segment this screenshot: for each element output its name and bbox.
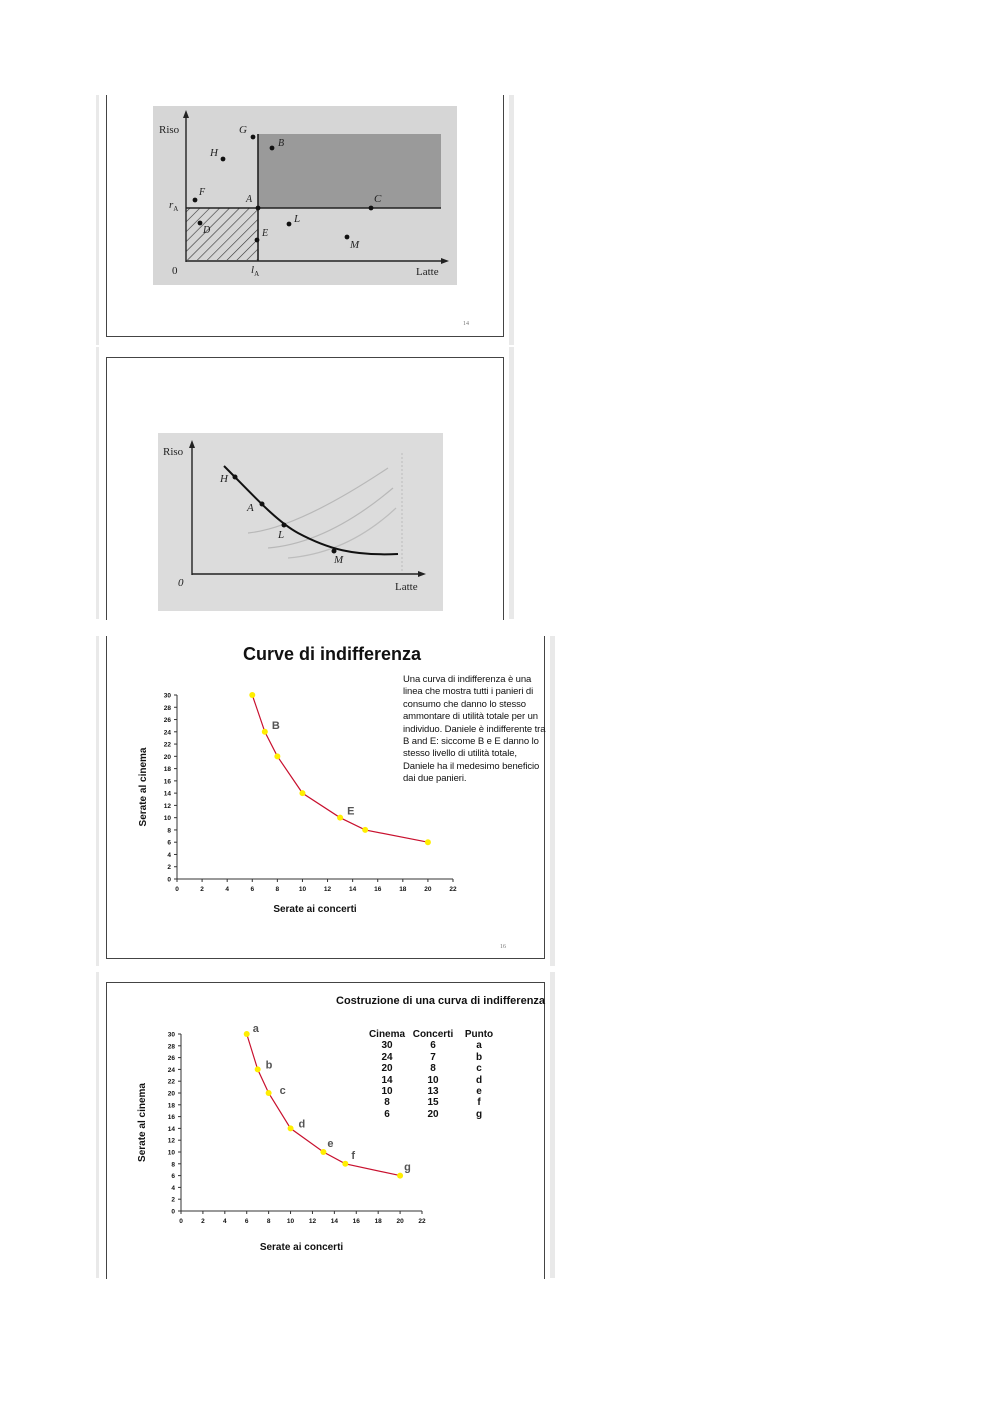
x-tick-label: 8 bbox=[275, 886, 280, 893]
y-tick-label: 12 bbox=[163, 802, 171, 810]
y-tick-label: 24 bbox=[167, 1066, 175, 1074]
table-cell: g bbox=[475, 1108, 483, 1120]
point-h-label: H bbox=[210, 147, 218, 159]
y-tick-label: 18 bbox=[167, 1102, 175, 1110]
worse-region bbox=[186, 208, 258, 260]
point-c bbox=[369, 206, 374, 211]
point-label-e: e bbox=[327, 1138, 334, 1150]
indifference-construction-chart bbox=[96, 972, 555, 1278]
y-tick-label: 8 bbox=[171, 1161, 175, 1169]
x-axis-label: Latte bbox=[395, 581, 418, 593]
point-a-label: A bbox=[246, 194, 253, 205]
x-tick-label: 14 bbox=[330, 1218, 338, 1225]
x-tick-label: 22 bbox=[449, 886, 457, 893]
table-cell: 6 bbox=[384, 1108, 390, 1120]
point-label-f: f bbox=[351, 1149, 355, 1162]
point-d-label: D bbox=[203, 225, 211, 236]
x-tick-label: 4 bbox=[225, 886, 229, 893]
y-axis-title: Serate al cinema bbox=[137, 1083, 148, 1162]
point-label-g: g bbox=[404, 1161, 411, 1174]
data-point bbox=[266, 1090, 272, 1096]
y-tick-label: 16 bbox=[163, 778, 171, 786]
y-tick-label: 2 bbox=[167, 864, 171, 872]
x-tick-label: 10 bbox=[286, 1218, 295, 1225]
x-tick-label: 18 bbox=[374, 1218, 382, 1225]
data-point bbox=[342, 1161, 348, 1167]
l-a-label: $l_A$ bbox=[251, 264, 260, 279]
point-h bbox=[221, 157, 226, 162]
data-point bbox=[362, 827, 368, 833]
table-cell: e bbox=[476, 1086, 482, 1098]
point-label-b: b bbox=[265, 1059, 273, 1072]
x-axis-title: Serate ai concerti bbox=[273, 904, 357, 915]
y-tick-label: 22 bbox=[167, 1078, 175, 1086]
y-tick-label: 24 bbox=[163, 729, 171, 737]
point-m-label: M bbox=[350, 239, 360, 251]
x-tick-label: 18 bbox=[399, 886, 407, 893]
data-point bbox=[320, 1149, 326, 1155]
origin-label: 0 bbox=[178, 577, 184, 589]
point-g bbox=[251, 135, 256, 140]
data-point bbox=[274, 753, 280, 759]
curve-point-h bbox=[233, 475, 238, 480]
table-cell: f bbox=[477, 1097, 481, 1109]
x-tick-label: 0 bbox=[179, 1218, 183, 1225]
table-cell: 15 bbox=[427, 1097, 439, 1109]
slide-4 bbox=[96, 972, 555, 1278]
data-point bbox=[425, 839, 431, 845]
y-tick-label: 4 bbox=[167, 851, 171, 859]
curve-point-l bbox=[282, 523, 287, 528]
y-tick-label: 6 bbox=[167, 839, 171, 847]
y-tick-label: 26 bbox=[163, 717, 171, 725]
x-tick-label: 16 bbox=[374, 886, 382, 893]
table-cell: c bbox=[476, 1063, 482, 1075]
rice-milk-graph-photo bbox=[153, 106, 457, 285]
y-tick-label: 22 bbox=[163, 741, 171, 749]
curve-point-h-label: H bbox=[220, 473, 228, 485]
y-tick-label: 20 bbox=[163, 753, 171, 761]
curve-point-a bbox=[260, 502, 265, 507]
point-label-e: E bbox=[347, 805, 355, 818]
slide-1-edge-right bbox=[509, 95, 514, 345]
slide-1-edge bbox=[96, 95, 99, 345]
y-tick-label: 18 bbox=[163, 766, 171, 774]
x-tick-label: 20 bbox=[396, 1218, 404, 1225]
x-tick-label: 12 bbox=[323, 886, 332, 893]
curve-point-l-label: L bbox=[278, 529, 285, 541]
point-g-label: G bbox=[239, 124, 247, 136]
slide-1-page-number: 14 bbox=[463, 321, 469, 327]
data-point bbox=[397, 1173, 403, 1179]
x-tick-label: 12 bbox=[308, 1218, 317, 1225]
y-tick-label: 30 bbox=[167, 1031, 175, 1039]
y-tick-label: 14 bbox=[167, 1125, 175, 1133]
data-point bbox=[288, 1125, 294, 1131]
table-cell: b bbox=[475, 1051, 483, 1063]
data-point bbox=[244, 1031, 250, 1037]
x-tick-label: 14 bbox=[349, 886, 357, 893]
table-cell: 14 bbox=[381, 1074, 393, 1086]
table-cell: 8 bbox=[430, 1063, 436, 1075]
y-tick-label: 30 bbox=[163, 692, 171, 700]
y-tick-label: 14 bbox=[163, 790, 171, 798]
x-tick-label: 4 bbox=[223, 1218, 227, 1225]
point-l-label: L bbox=[294, 213, 301, 225]
x-tick-label: 10 bbox=[298, 886, 307, 893]
x-tick-label: 2 bbox=[201, 1218, 205, 1225]
table-cell: 10 bbox=[381, 1086, 393, 1098]
y-tick-label: 0 bbox=[167, 876, 171, 884]
r-a-label: $r_A$ bbox=[169, 199, 179, 214]
point-e bbox=[255, 238, 260, 243]
y-tick-label: 10 bbox=[167, 1149, 175, 1157]
x-tick-label: 8 bbox=[266, 1218, 271, 1225]
better-region bbox=[258, 134, 441, 208]
x-tick-label: 2 bbox=[200, 886, 204, 893]
data-point bbox=[255, 1066, 261, 1072]
slide-3 bbox=[96, 636, 555, 966]
table-cell: 6 bbox=[430, 1040, 436, 1052]
data-point bbox=[262, 729, 268, 735]
y-tick-label: 6 bbox=[171, 1173, 175, 1181]
point-c-label: C bbox=[374, 193, 382, 205]
point-b-label: B bbox=[278, 138, 285, 149]
y-tick-label: 4 bbox=[171, 1184, 175, 1192]
data-point bbox=[249, 692, 255, 698]
table-cell: 20 bbox=[381, 1063, 393, 1075]
table-cell: a bbox=[476, 1040, 482, 1052]
indifference-curve-photo bbox=[158, 433, 443, 611]
point-label-b: B bbox=[271, 719, 280, 732]
origin-label: 0 bbox=[172, 265, 178, 277]
y-axis-title: Serate al cinema bbox=[138, 747, 149, 827]
slide-3-description: Una curva di indifferenza è una linea che mostra tutti i panieri di consumo che danno lo stesso ammontare di utilità totale per un individuo. Daniele è indifferente tra B and E: siccome B e E danno lo stesso livello di utilità totale, Daniele ha il medesimo beneficio dai due panieri. bbox=[403, 674, 546, 785]
point-f-label: F bbox=[199, 187, 206, 198]
table-cell: 7 bbox=[430, 1051, 436, 1063]
table-header: Cinema bbox=[368, 1029, 406, 1040]
table-cell: 30 bbox=[381, 1040, 393, 1052]
slide-2-edge-right bbox=[509, 347, 514, 619]
y-axis-label: Riso bbox=[159, 124, 180, 136]
point-label-a: a bbox=[252, 1023, 259, 1035]
x-tick-label: 6 bbox=[250, 886, 255, 893]
point-l bbox=[287, 222, 292, 227]
slide-2 bbox=[96, 347, 514, 619]
point-m bbox=[345, 235, 350, 240]
curve-point-m bbox=[332, 549, 337, 554]
y-tick-label: 28 bbox=[167, 1043, 175, 1051]
y-tick-label: 20 bbox=[167, 1090, 175, 1098]
data-point bbox=[299, 790, 305, 796]
point-e-label: E bbox=[262, 228, 269, 239]
x-axis-label: Latte bbox=[416, 266, 439, 278]
y-tick-label: 16 bbox=[167, 1114, 175, 1122]
point-f bbox=[193, 198, 198, 203]
point-label-c: c bbox=[279, 1085, 286, 1097]
y-tick-label: 2 bbox=[171, 1196, 175, 1204]
x-axis-title: Serate ai concerti bbox=[259, 1242, 344, 1253]
y-tick-label: 0 bbox=[171, 1208, 175, 1216]
point-d bbox=[198, 221, 203, 226]
slide-1 bbox=[96, 95, 514, 345]
y-tick-label: 28 bbox=[163, 704, 171, 712]
slide-3-title: Curve di indifferenza bbox=[243, 644, 422, 664]
x-tick-label: 16 bbox=[352, 1218, 360, 1225]
curve-point-a-label: A bbox=[247, 502, 254, 514]
table-header: Concerti bbox=[412, 1029, 454, 1040]
point-b bbox=[270, 146, 275, 151]
y-tick-label: 10 bbox=[163, 815, 171, 823]
table-cell: 20 bbox=[427, 1108, 439, 1120]
y-axis-label: Riso bbox=[163, 446, 184, 458]
table-header: Punto bbox=[464, 1029, 494, 1040]
slide-4-title: Costruzione di una curva di indifferenza bbox=[336, 995, 546, 1007]
curve-point-m-label: M bbox=[334, 554, 344, 566]
table-cell: 8 bbox=[384, 1097, 390, 1109]
table-cell: 10 bbox=[427, 1074, 439, 1086]
point-label-d: d bbox=[298, 1118, 306, 1131]
y-tick-label: 8 bbox=[167, 827, 171, 835]
point-a bbox=[256, 206, 261, 211]
y-tick-label: 26 bbox=[167, 1055, 175, 1063]
x-tick-label: 6 bbox=[244, 1218, 249, 1225]
table-cell: 13 bbox=[427, 1086, 439, 1098]
y-tick-label: 12 bbox=[167, 1137, 175, 1145]
slide-3-page-number: 16 bbox=[500, 944, 506, 950]
x-tick-label: 0 bbox=[175, 886, 179, 893]
slide-2-edge bbox=[96, 347, 99, 619]
table-cell: 24 bbox=[381, 1051, 393, 1063]
table-cell: d bbox=[475, 1074, 483, 1086]
x-tick-label: 20 bbox=[424, 886, 432, 893]
x-tick-label: 22 bbox=[418, 1218, 426, 1225]
data-point bbox=[337, 815, 343, 821]
